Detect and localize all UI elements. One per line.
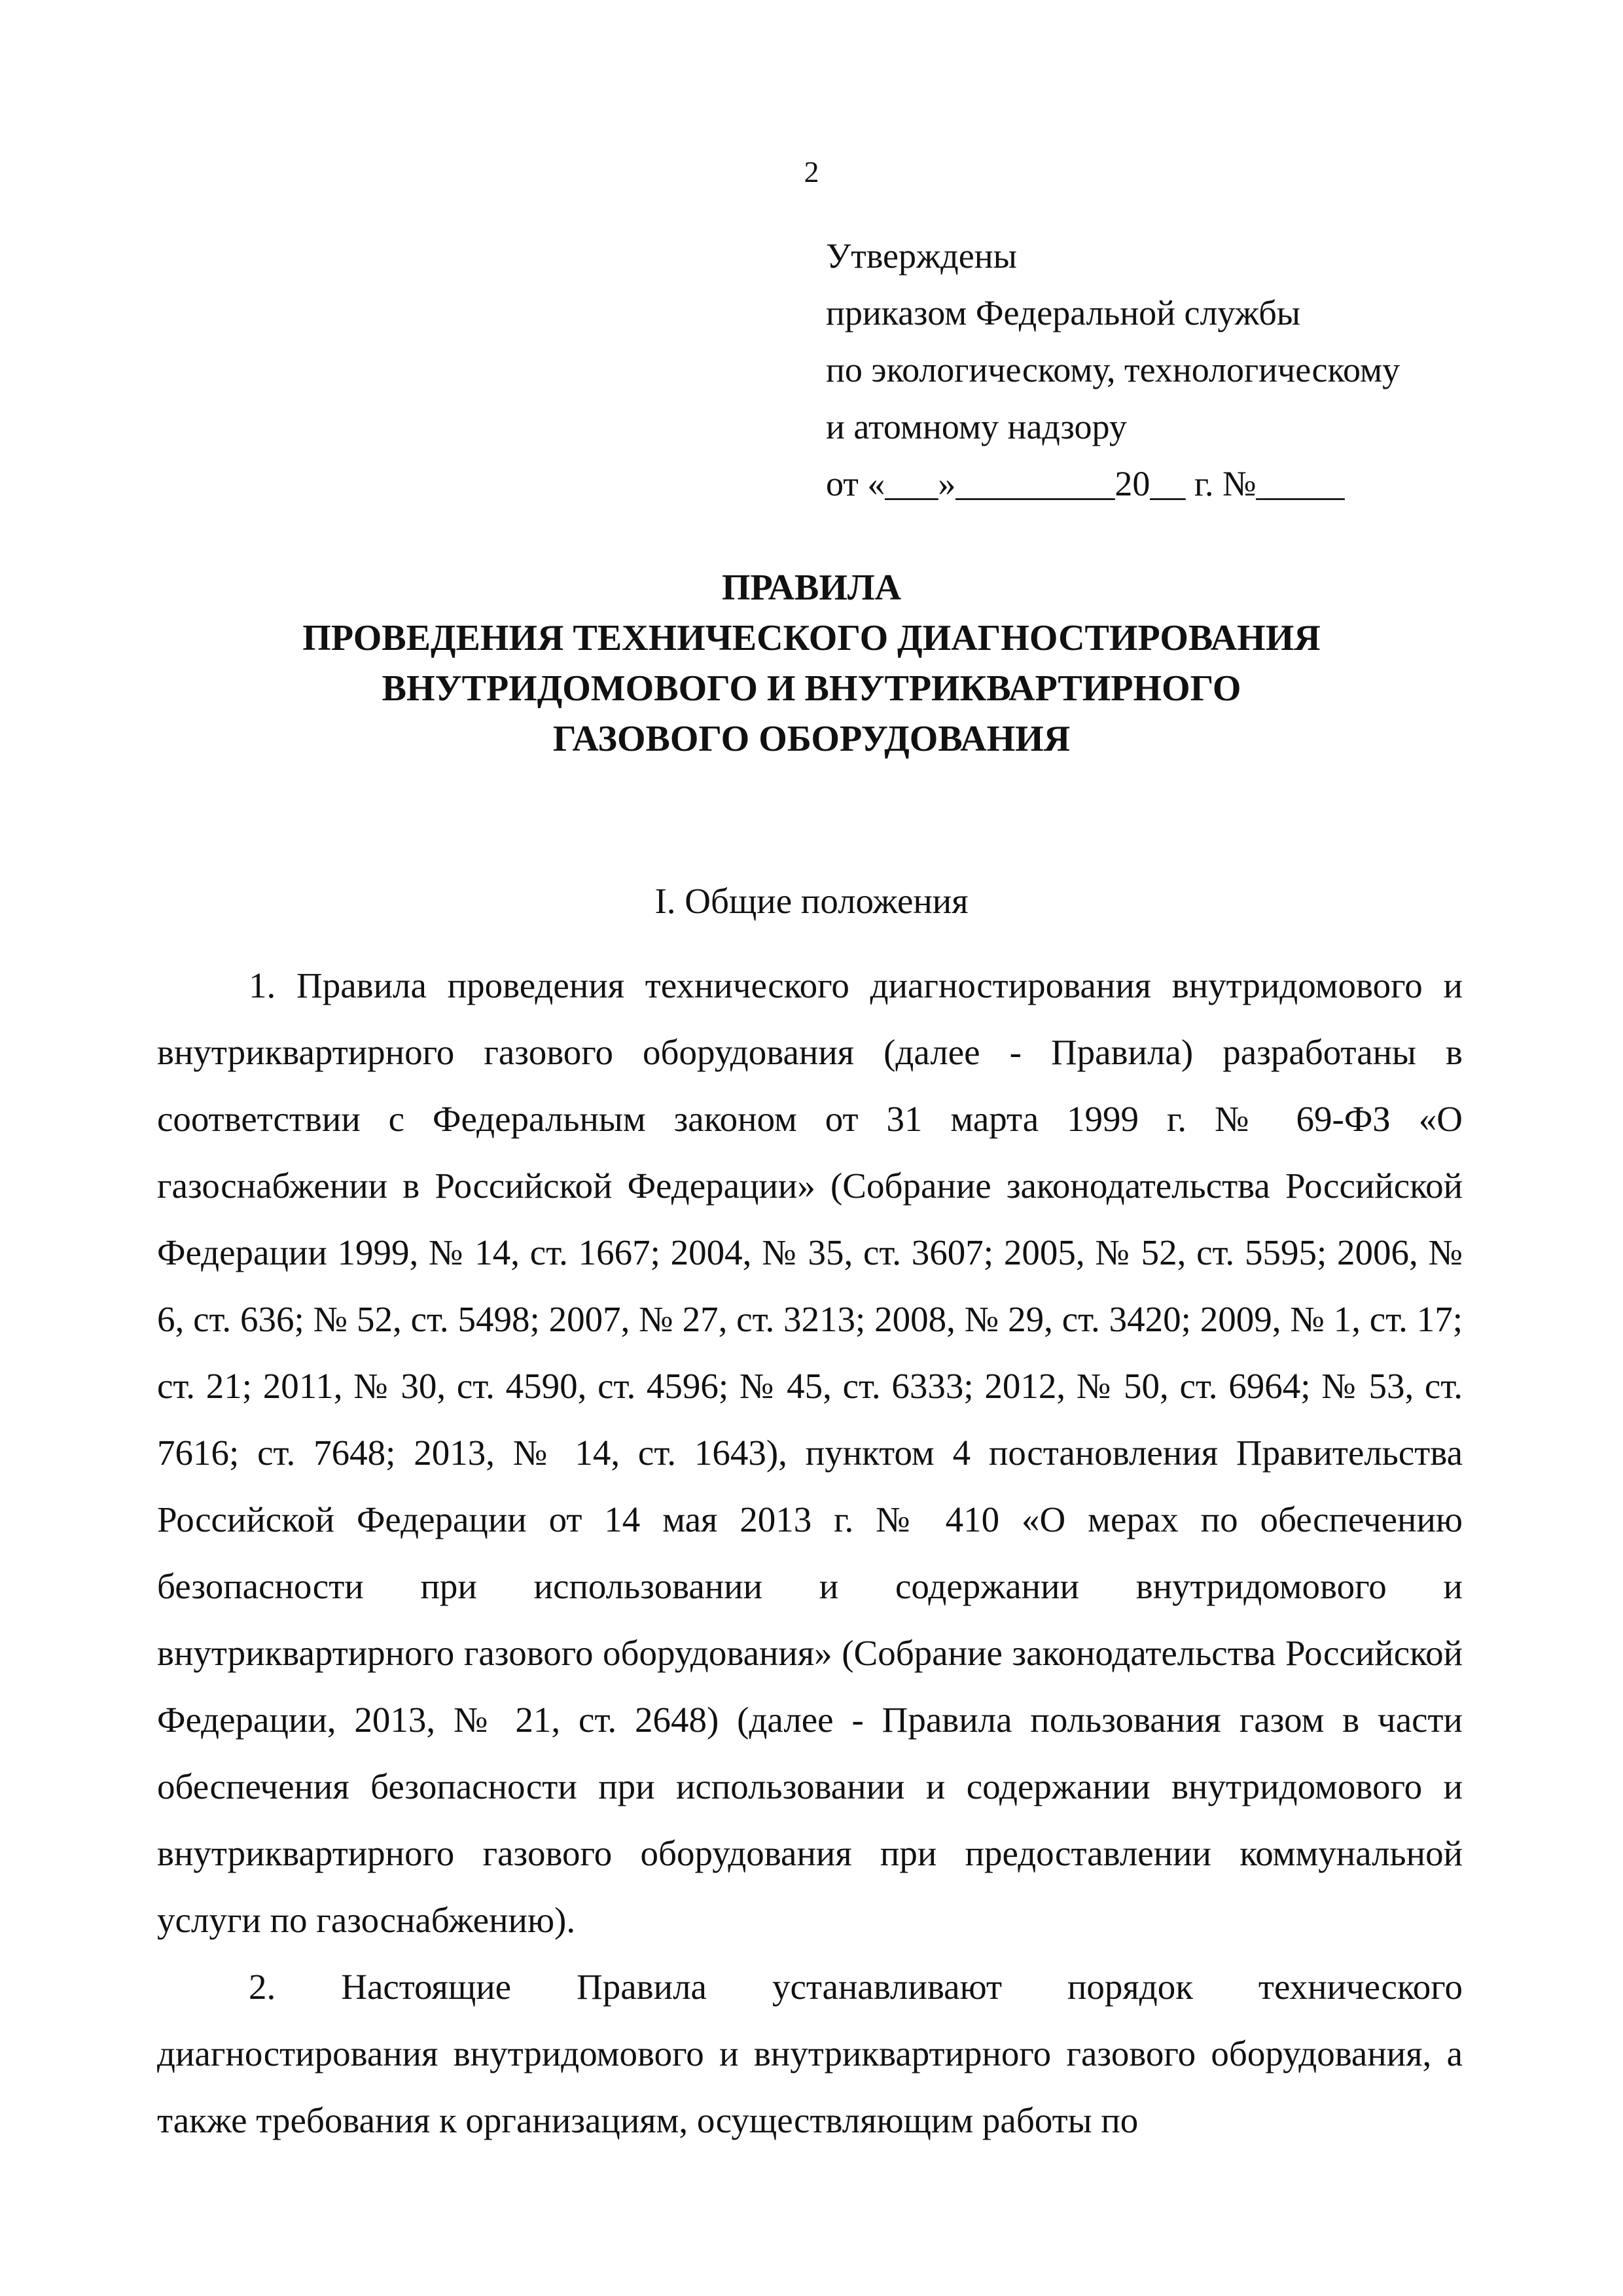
approval-line-date: от «___»_________20__ г. №_____: [826, 464, 1345, 503]
paragraph-1: 1. Правила проведения технического диагностирования внутридомового и внутриквартирного газового оборудования (далее - Правила) разработаны в соответствии с Федеральным законом от 31 марта 1999 г. № 69-ФЗ «О газоснабжении в Российской Федерации» (Собрание законодательства Российской Федерации 1999, № 14, ст. 1667; 2004, № 35, ст. 3607; 2005, № 52, ст. 5595; 2006, № 6, ст. 636; № 52, ст. 5498; 2007, № 27, ст. 3213; 2008, № 29, ст. 3420; 2009, № 1, ст. 17; ст. 21; 2011, № 30, ст. 4590, ст. 4596; № 45, ст. 6333; 2012, № 50, ст. 6964; № 53, ст. 7616; ст. 7648; 2013, № 14, ст. 1643), пунктом 4 постановления Правительства Российской Федерации от 14 мая 2013 г. № 410 «О мерах по обеспечению безопасности при использовании и содержании внутридомового и внутриквартирного газового оборудования» (Собрание законодательства Российской Федерации, 2013, № 21, ст. 2648) (далее - Правила пользования газом в части обеспечения безопасности при использовании и содержании внутридомового и внутриквартирного газового оборудования при предоставлении коммунальной услуги по газоснабжению).: [157, 965, 1463, 1940]
body-text: [157, 952, 1463, 2154]
approval-line-agency: по экологическому, технологическому: [826, 350, 1400, 389]
section-heading: I. Общие положения: [654, 881, 969, 921]
title-line-3: ВНУТРИДОМОВОГО И ВНУТРИКВАРТИРНОГО: [382, 668, 1241, 709]
page-number: 2: [804, 155, 819, 188]
title-line-1: ПРАВИЛА: [721, 567, 902, 608]
approval-line-order: приказом Федеральной службы: [826, 293, 1301, 332]
approval-line-agency-cont: и атомному надзору: [826, 407, 1127, 446]
title-line-4: ГАЗОВОГО ОБОРУДОВАНИЯ: [552, 719, 1071, 759]
approval-block: [826, 228, 1400, 512]
title-line-2: ПРОВЕДЕНИЯ ТЕХНИЧЕСКОГО ДИАГНОСТИРОВАНИЯ: [302, 618, 1321, 658]
document-title: [0, 563, 1623, 764]
approval-line-approved: Утверждены: [826, 236, 1017, 276]
paragraph-2: 2. Настоящие Правила устанавливают порядок технического диагностирования внутридомового и внутриквартирного газового оборудования, а также требования к организациям, осуществляющим работы по: [157, 1967, 1463, 2140]
